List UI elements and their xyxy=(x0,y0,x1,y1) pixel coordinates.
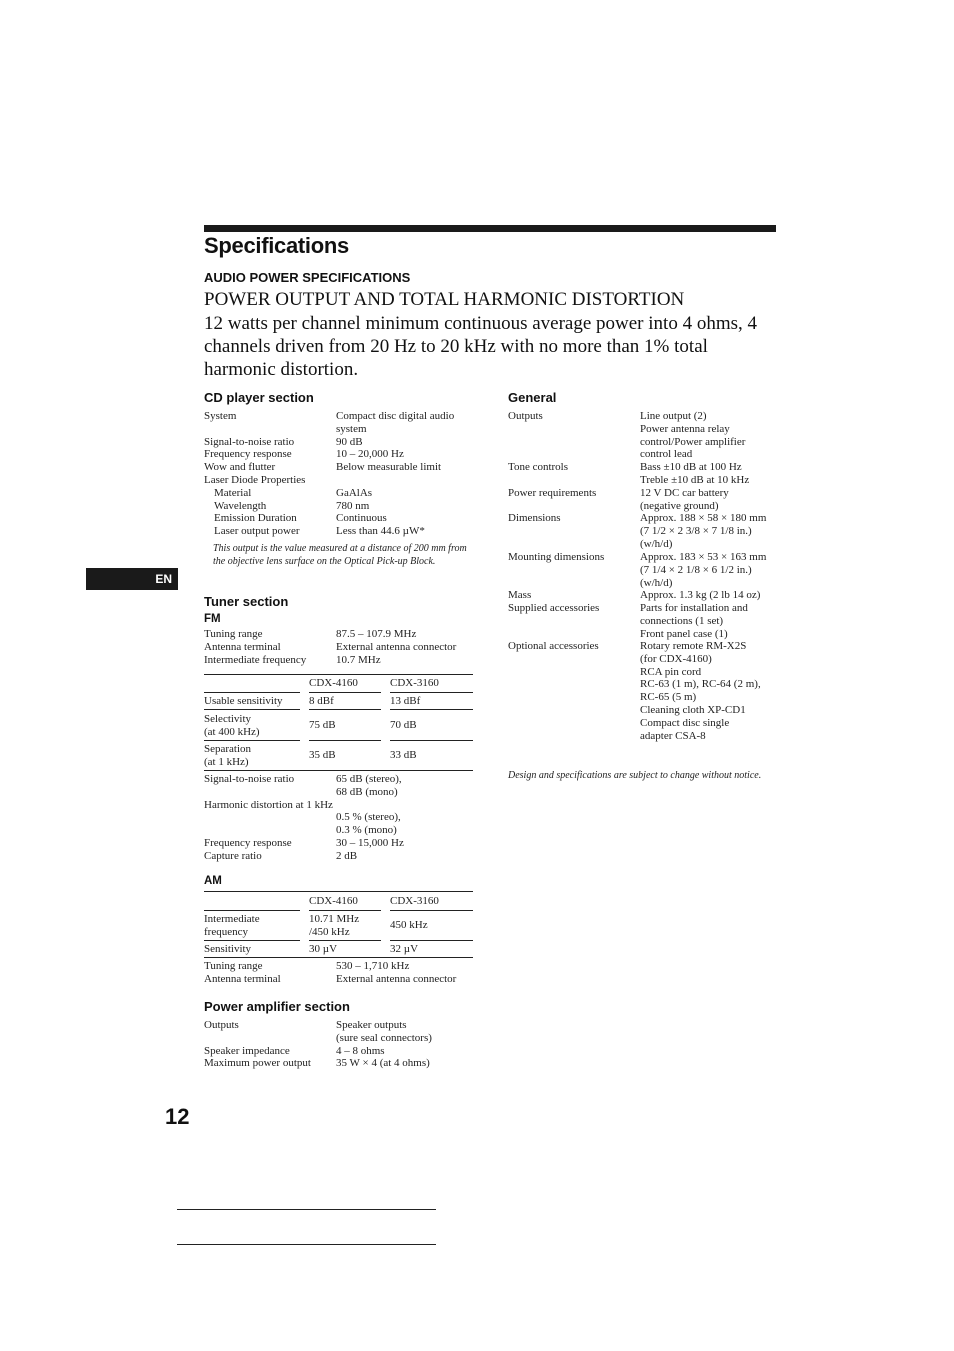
spec-row xyxy=(204,628,484,641)
am-table-rule xyxy=(204,940,300,941)
spec-value xyxy=(336,1019,432,1045)
fm-table-rule xyxy=(204,709,300,710)
fm-table-label xyxy=(204,743,251,769)
spec-label: Tuning range xyxy=(204,628,263,640)
am-subheading: AM xyxy=(204,875,222,887)
spec-value-line: system xyxy=(336,422,367,435)
value-line: Power antenna relay xyxy=(640,422,730,435)
value-line: (w/h/d) xyxy=(640,537,673,550)
footer-rule xyxy=(177,1209,436,1210)
spec-row xyxy=(204,436,484,449)
spec-row xyxy=(204,1057,484,1070)
value-line: RCA pin cord xyxy=(640,665,702,678)
am-table-label-line: frequency xyxy=(204,925,248,938)
spec-row xyxy=(204,641,484,654)
spec-label: Tuning range xyxy=(204,960,263,972)
footer-rule xyxy=(177,1244,436,1245)
spec-label: Harmonic distortion at 1 kHz xyxy=(204,798,333,811)
spec-label: Material xyxy=(214,486,252,499)
fm-col-header-2: CDX-3160 xyxy=(390,677,439,689)
spec-value-line: 0.3 % (mono) xyxy=(336,824,397,837)
am-col-header-1: CDX-4160 xyxy=(309,895,358,907)
value-line: (7 1/2 × 2 3/8 × 7 1/8 in.) xyxy=(640,524,752,537)
cd-spec-list xyxy=(204,410,484,538)
spec-label: Wavelength xyxy=(214,499,267,512)
spec-value-line: 0.5 % (stereo), xyxy=(336,811,401,824)
fm-table-rule xyxy=(309,692,381,693)
spec-label: Outputs xyxy=(204,1019,239,1031)
spec-row xyxy=(204,500,484,513)
general-supplied-label: Supplied accessories xyxy=(508,602,600,614)
spec-value-line: (sure seal connectors) xyxy=(336,1031,432,1044)
page-title: Specifications xyxy=(204,233,349,258)
fm-col-header-1: CDX-4160 xyxy=(309,677,358,689)
spec-label: Signal-to-noise ratio xyxy=(204,435,295,448)
fm-table-rule xyxy=(204,692,300,693)
value-line: (negative ground) xyxy=(640,499,719,512)
spec-value: 10.7 MHz xyxy=(336,653,381,666)
fm-table-top-rule xyxy=(204,674,473,675)
spec-row xyxy=(204,799,484,812)
value-line: Approx. 183 × 53 × 163 mm xyxy=(640,551,767,563)
value-line: control/Power amplifier xyxy=(640,435,746,448)
general-outputs-label: Outputs xyxy=(508,410,543,422)
value-line: Bass ±10 dB at 100 Hz xyxy=(640,461,742,473)
fm-table-rule xyxy=(309,740,381,741)
general-dimensions-value xyxy=(640,512,766,550)
am-table-label-line: Intermediate xyxy=(204,913,260,925)
language-tab-label: EN xyxy=(155,572,172,586)
fm-table-label-line: Separation xyxy=(204,743,252,755)
spec-value: 10 – 20,000 Hz xyxy=(336,448,404,461)
spec-value: 530 – 1,710 kHz xyxy=(336,960,410,972)
value-line: Parts for installation and xyxy=(640,602,748,614)
value-line: Rotary remote RM-X2S xyxy=(640,640,747,652)
value-line: control lead xyxy=(640,448,693,461)
spec-value xyxy=(336,410,454,436)
spec-row xyxy=(204,461,484,474)
cd-laser-note: This output is the value measured at a distance of 200 mm from the objective lens surface on the Optical Pick-up Block. xyxy=(213,543,467,567)
fm-table-bottom-rule xyxy=(204,770,473,771)
value-line: Line output (2) xyxy=(640,410,707,422)
general-power-value xyxy=(640,487,729,513)
spec-value: External antenna connector xyxy=(336,640,457,653)
fm-table-value: 70 dB xyxy=(390,719,417,731)
spec-value xyxy=(336,773,402,799)
general-mass-value: Approx. 1.3 kg (2 lb 14 oz) xyxy=(640,589,761,601)
spec-label: Antenna terminal xyxy=(204,640,281,653)
page-number: 12 xyxy=(165,1104,190,1129)
spec-value: Below measurable limit xyxy=(336,461,442,474)
spec-row xyxy=(204,811,484,837)
spec-row xyxy=(204,448,484,461)
value-line: Cleaning cloth XP-CD1 xyxy=(640,703,746,716)
spec-value: External antenna connector xyxy=(336,972,457,985)
spec-value-line: 65 dB (stereo), xyxy=(336,773,402,785)
general-section-heading: General xyxy=(508,390,557,405)
audio-power-heading: AUDIO POWER SPECIFICATIONS xyxy=(204,270,411,285)
spec-row xyxy=(204,773,484,798)
am-table-value: 450 kHz xyxy=(390,919,428,931)
general-dimensions-label: Dimensions xyxy=(508,512,561,524)
spec-value: 4 – 8 ohms xyxy=(336,1044,385,1057)
value-line: 12 V DC car battery xyxy=(640,487,729,499)
spec-label: Frequency response xyxy=(204,836,292,849)
spec-label: Wow and flutter xyxy=(204,461,276,474)
spec-row xyxy=(204,654,484,667)
spec-label: Capture ratio xyxy=(204,849,262,862)
am-table-rule xyxy=(390,940,473,941)
spec-row xyxy=(204,410,484,435)
tuner-section-heading: Tuner section xyxy=(204,594,289,609)
general-outputs-value xyxy=(640,410,745,461)
am-table-rule xyxy=(309,910,381,911)
fm-table-value: 35 dB xyxy=(309,749,336,761)
value-line: RC-63 (1 m), RC-64 (2 m), xyxy=(640,678,761,691)
spec-value: 2 dB xyxy=(336,849,358,862)
spec-label: Laser output power xyxy=(214,525,300,538)
spec-label: Frequency response xyxy=(204,448,292,461)
value-line: Approx. 188 × 58 × 180 mm xyxy=(640,512,767,524)
spec-value: 35 W × 4 (at 4 ohms) xyxy=(336,1057,430,1070)
am-table-value: 30 µV xyxy=(309,943,338,955)
spec-value: 87.5 – 107.9 MHz xyxy=(336,628,417,640)
spec-value: Continuous xyxy=(336,512,387,525)
language-tab xyxy=(86,568,178,590)
power-output-heading: POWER OUTPUT AND TOTAL HARMONIC DISTORTION xyxy=(204,289,685,310)
spec-row xyxy=(204,973,484,986)
fm-table-label-line: (at 1 kHz) xyxy=(204,755,249,768)
fm-table-value: 75 dB xyxy=(309,719,336,731)
spec-row xyxy=(204,474,484,487)
fm-table-value: 8 dBf xyxy=(309,695,334,707)
fm-table-value: 13 dBf xyxy=(390,695,421,707)
fm-spec-list-2 xyxy=(204,773,484,863)
fm-spec-list xyxy=(204,628,484,666)
spec-label: Intermediate frequency xyxy=(204,653,307,666)
fm-table-label xyxy=(204,713,260,739)
am-table-rule xyxy=(390,910,473,911)
design-change-note: Design and specifications are subject to change without notice. xyxy=(508,770,762,781)
value-line: adapter CSA-8 xyxy=(640,729,706,742)
spec-row xyxy=(204,960,484,973)
spec-value: 90 dB xyxy=(336,435,363,448)
top-rule xyxy=(204,225,776,232)
spec-row xyxy=(204,525,484,538)
fm-subheading: FM xyxy=(204,613,221,625)
fm-table-label: Usable sensitivity xyxy=(204,695,283,707)
value-line: Treble ±10 dB at 10 kHz xyxy=(640,473,750,486)
value-line: Front panel case (1) xyxy=(640,627,728,640)
spec-value: 780 nm xyxy=(336,499,370,512)
power-output-text: 12 watts per channel minimum continuous average power into 4 ohms, 4 channels driven from 20 Hz to 20 kHz with no more than 1% total harmonic distortion. xyxy=(204,313,757,380)
spec-value xyxy=(336,811,401,837)
value-line: connections (1 set) xyxy=(640,614,724,627)
value-line: (for CDX-4160) xyxy=(640,652,712,665)
spec-label: Laser Diode Properties xyxy=(204,473,306,486)
general-power-label: Power requirements xyxy=(508,487,597,499)
spec-label: Emission Duration xyxy=(214,512,297,525)
spec-row xyxy=(204,487,484,500)
value-line: Compact disc single xyxy=(640,716,730,729)
spec-value-line: Speaker outputs xyxy=(336,1019,407,1031)
general-optional-label: Optional accessories xyxy=(508,640,599,652)
am-table-label xyxy=(204,913,260,939)
general-mounting-label: Mounting dimensions xyxy=(508,551,605,563)
value-line: (w/h/d) xyxy=(640,576,673,589)
fm-table-rule xyxy=(204,740,300,741)
general-mass-label: Mass xyxy=(508,589,532,601)
am-table-bottom-rule xyxy=(204,957,473,958)
am-table-rule xyxy=(204,910,300,911)
am-spec-list xyxy=(204,960,484,986)
spec-row xyxy=(204,850,484,863)
am-table-value-line: 10.71 MHz xyxy=(309,913,360,925)
fm-table-label-line: Selectivity xyxy=(204,713,252,725)
am-table-label: Sensitivity xyxy=(204,943,252,955)
spec-label: Speaker impedance xyxy=(204,1044,290,1057)
spec-label: Signal-to-noise ratio xyxy=(204,773,295,785)
spec-row xyxy=(204,1045,484,1058)
spec-label: Antenna terminal xyxy=(204,972,281,985)
am-table-value: 32 µV xyxy=(390,943,419,955)
spec-row xyxy=(204,1019,484,1044)
am-table-top-rule xyxy=(204,891,473,892)
general-tone-value xyxy=(640,461,749,487)
fm-table-rule xyxy=(390,709,473,710)
am-table-value xyxy=(309,913,359,939)
spec-row xyxy=(204,837,484,850)
spec-value: 30 – 15,000 Hz xyxy=(336,836,404,849)
spec-value-line: 68 dB (mono) xyxy=(336,785,398,798)
general-tone-label: Tone controls xyxy=(508,461,569,473)
amp-section-heading: Power amplifier section xyxy=(204,999,350,1014)
spec-label: Maximum power output xyxy=(204,1057,311,1070)
spec-value: GaAlAs xyxy=(336,486,373,499)
general-optional-value xyxy=(640,640,761,742)
value-line: (7 1/4 × 2 1/8 × 6 1/2 in.) xyxy=(640,563,752,576)
am-col-header-2: CDX-3160 xyxy=(390,895,439,907)
fm-table-rule xyxy=(390,692,473,693)
spec-row xyxy=(204,512,484,525)
general-mounting-value xyxy=(640,551,766,589)
amp-spec-list xyxy=(204,1019,484,1070)
spec-value-line: Compact disc digital audio xyxy=(336,410,455,422)
fm-table-rule xyxy=(309,709,381,710)
am-table-value-line: /450 kHz xyxy=(309,925,350,938)
spec-label: System xyxy=(204,410,237,422)
general-supplied-value xyxy=(640,602,748,640)
am-table-rule xyxy=(309,940,381,941)
fm-table-value: 33 dB xyxy=(390,749,417,761)
fm-table-rule xyxy=(390,740,473,741)
spec-value: Less than 44.6 µW* xyxy=(336,525,425,538)
cd-section-heading: CD player section xyxy=(204,390,314,405)
value-line: RC-65 (5 m) xyxy=(640,691,697,704)
fm-table-label-line: (at 400 kHz) xyxy=(204,725,260,738)
